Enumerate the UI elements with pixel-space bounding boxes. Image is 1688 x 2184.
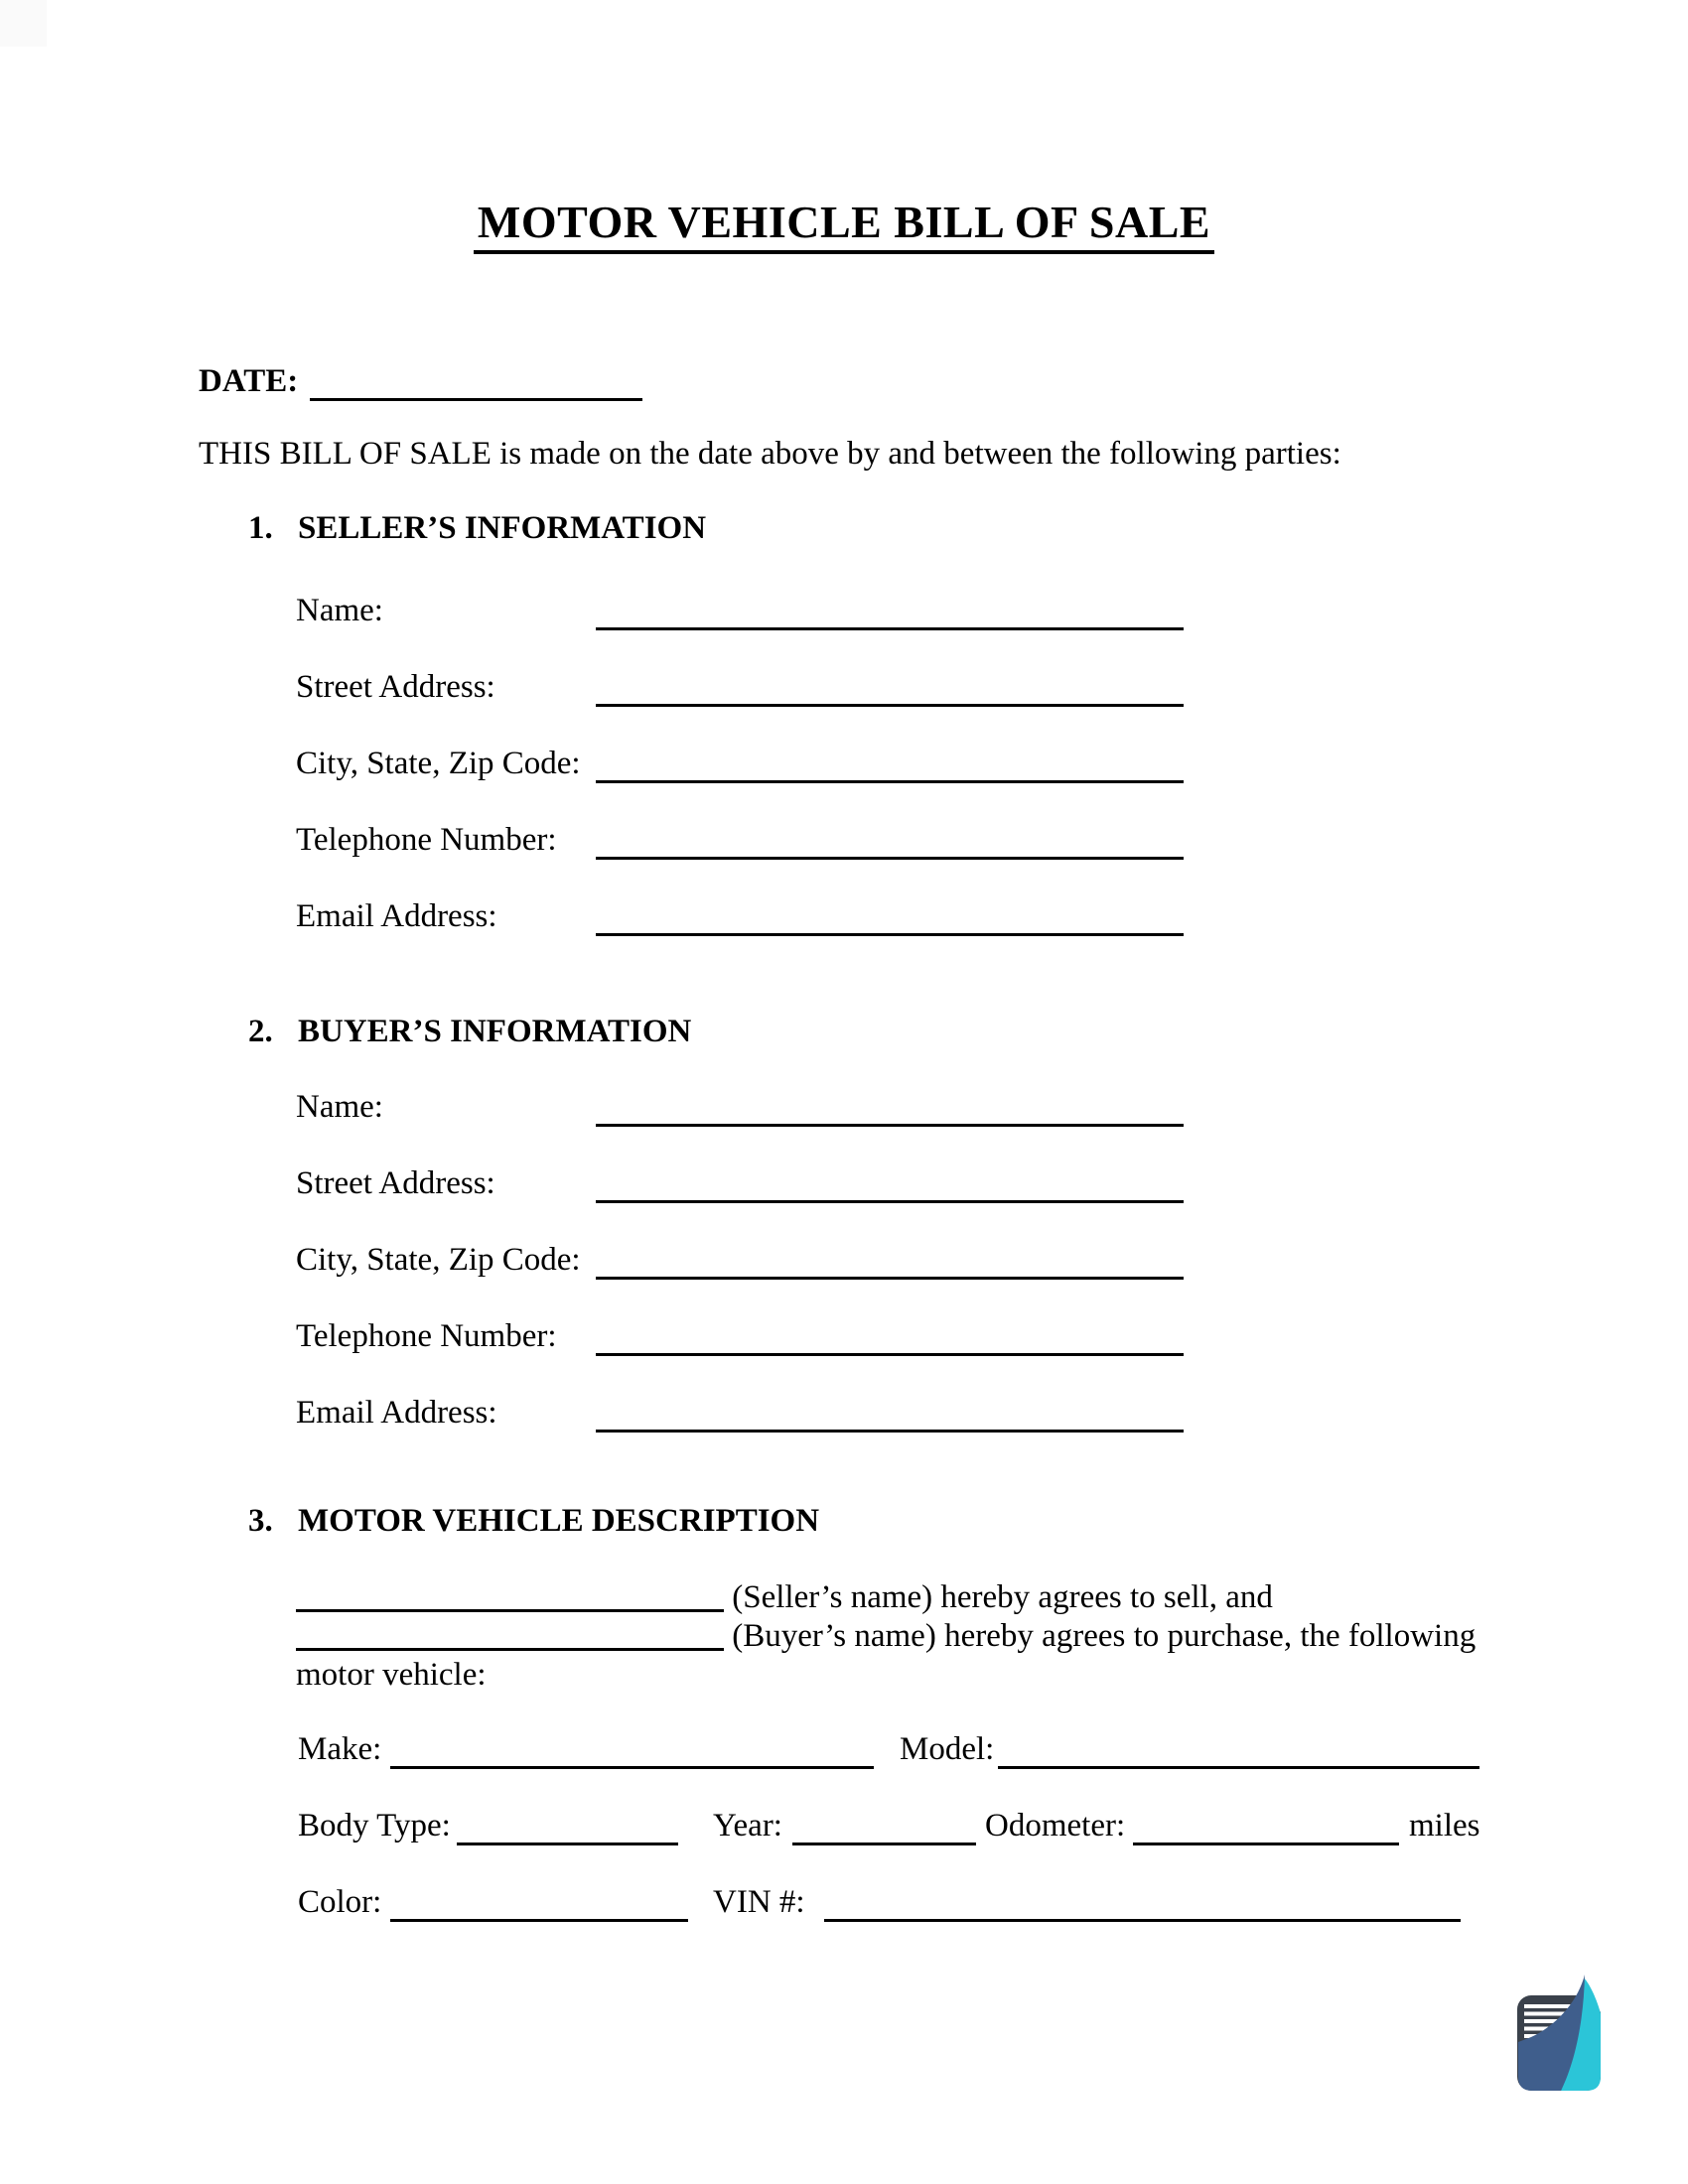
motor-vehicle-label: motor vehicle: <box>296 1657 487 1693</box>
agreement-buyer-blank-line <box>296 1648 724 1651</box>
buyer-street-label: Street Address: <box>296 1165 495 1201</box>
vin-label: VIN #: <box>713 1884 805 1920</box>
date-row <box>0 361 1688 403</box>
buyer-section-number: 2. <box>248 1014 273 1049</box>
buyer-section-heading-row <box>0 1012 1688 1053</box>
seller-street-label: Street Address: <box>296 669 495 705</box>
seller-phone-row <box>0 820 1688 862</box>
date-label: DATE: <box>199 363 299 399</box>
agreement-seller-suffix: (Seller’s name) hereby agrees to sell, and <box>732 1579 1273 1615</box>
title-row <box>0 198 1688 254</box>
buyer-name-label: Name: <box>296 1089 383 1125</box>
buyer-phone-row <box>0 1316 1688 1358</box>
miles-suffix: miles <box>1409 1808 1480 1843</box>
agreement-seller-blank-line <box>296 1609 724 1612</box>
seller-section-heading: SELLER’S INFORMATION <box>298 510 707 546</box>
color-label: Color: <box>298 1884 382 1920</box>
buyer-city-label: City, State, Zip Code: <box>296 1242 581 1278</box>
body-type-label: Body Type: <box>298 1808 451 1843</box>
seller-city-blank-line <box>596 780 1184 783</box>
make-blank-line <box>390 1766 874 1769</box>
agreement-seller-line <box>296 1578 1686 1617</box>
seller-street-blank-line <box>596 704 1184 707</box>
buyer-street-blank-line <box>596 1200 1184 1203</box>
buyer-street-row <box>0 1163 1688 1205</box>
vehicle-section-heading: MOTOR VEHICLE DESCRIPTION <box>298 1503 820 1539</box>
intro-row <box>0 434 1688 476</box>
make-model-row <box>0 1729 1688 1771</box>
document-title: MOTOR VEHICLE BILL OF SALE <box>474 198 1214 254</box>
seller-city-row <box>0 744 1688 785</box>
model-blank-line <box>998 1766 1479 1769</box>
buyer-phone-label: Telephone Number: <box>296 1318 557 1354</box>
buyer-email-label: Email Address: <box>296 1395 497 1431</box>
date-blank-line <box>310 398 642 401</box>
agreement-buyer-suffix: (Buyer’s name) hereby agrees to purchase, the following <box>732 1618 1477 1654</box>
make-label: Make: <box>298 1731 382 1767</box>
year-label: Year: <box>713 1808 782 1843</box>
seller-email-row <box>0 896 1688 938</box>
seller-city-label: City, State, Zip Code: <box>296 746 581 781</box>
agreement-buyer-line <box>296 1617 1686 1656</box>
buyer-email-blank-line <box>596 1430 1184 1433</box>
vin-blank-line <box>824 1919 1461 1922</box>
buyer-email-row <box>0 1393 1688 1434</box>
vehicle-section-number: 3. <box>248 1503 273 1539</box>
seller-email-blank-line <box>596 933 1184 936</box>
buyer-name-row <box>0 1087 1688 1129</box>
odometer-blank-line <box>1133 1843 1399 1845</box>
seller-phone-blank-line <box>596 857 1184 860</box>
scan-corner-artifact <box>0 0 47 47</box>
seller-name-label: Name: <box>296 593 383 628</box>
intro-paragraph: THIS BILL OF SALE is made on the date above by and between the following parties: <box>199 436 1341 472</box>
vehicle-section-heading-row <box>0 1501 1688 1543</box>
seller-phone-label: Telephone Number: <box>296 822 557 858</box>
seller-street-row <box>0 667 1688 709</box>
buyer-phone-blank-line <box>596 1353 1184 1356</box>
seller-name-row <box>0 591 1688 632</box>
agreement-paragraph <box>296 1578 1686 1695</box>
body-year-odometer-row <box>0 1806 1688 1847</box>
color-vin-row <box>0 1882 1688 1924</box>
seller-name-blank-line <box>596 627 1184 630</box>
formspal-logo <box>1515 1972 1605 2093</box>
buyer-city-blank-line <box>596 1277 1184 1280</box>
color-blank-line <box>390 1919 688 1922</box>
buyer-city-row <box>0 1240 1688 1282</box>
seller-email-label: Email Address: <box>296 898 497 934</box>
odometer-label: Odometer: <box>985 1808 1126 1843</box>
seller-section-number: 1. <box>248 510 273 546</box>
seller-section-heading-row <box>0 508 1688 550</box>
buyer-section-heading: BUYER’S INFORMATION <box>298 1014 692 1049</box>
buyer-name-blank-line <box>596 1124 1184 1127</box>
body-type-blank-line <box>457 1843 678 1845</box>
model-label: Model: <box>900 1731 995 1767</box>
year-blank-line <box>792 1843 976 1845</box>
